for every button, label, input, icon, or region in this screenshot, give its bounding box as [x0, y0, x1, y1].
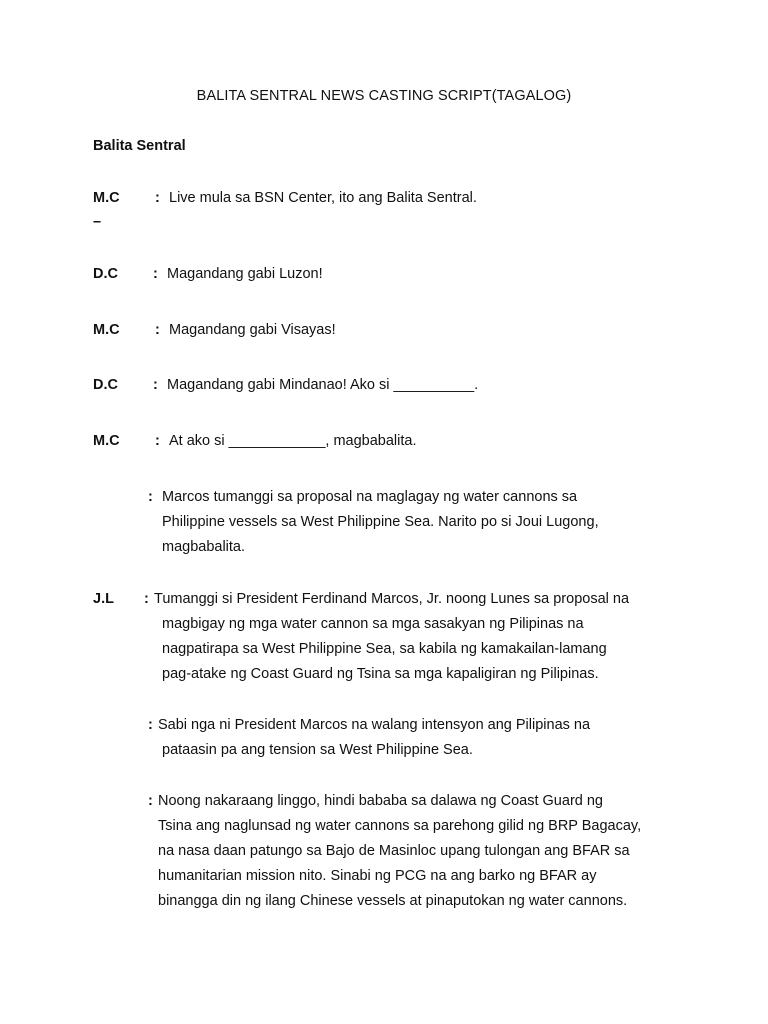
paragraph-line: pataasin pa ang tension sa West Philippine Sea. [162, 742, 473, 758]
colon: : [155, 433, 160, 449]
colon: : [148, 489, 153, 505]
paragraph-line: humanitarian mission nito. Sinabi ng PCG na ang barko ng BFAR ay [158, 868, 597, 884]
speaker-label: M.C [93, 433, 120, 449]
paragraph-line: Noong nakaraang linggo, hindi bababa sa dalawa ng Coast Guard ng [158, 793, 603, 809]
speaker-label: D.C [93, 266, 118, 282]
paragraph-line: Tsina ang naglunsad ng water cannons sa parehong gilid ng BRP Bagacay, [158, 818, 642, 834]
paragraph-line: magbabalita. [162, 539, 246, 555]
dialogue-text: At ako si ____________, magbabalita. [169, 433, 417, 449]
dialogue-text: Magandang gabi Luzon! [167, 266, 323, 282]
paragraph-line: binangga din ng ilang Chinese vessels at pinaputokan ng water cannons. [158, 893, 628, 909]
section-heading: Balita Sentral [93, 138, 186, 154]
dialogue-text: Live mula sa BSN Center, ito ang Balita Sentral. [169, 190, 477, 206]
colon: : [155, 322, 160, 338]
colon: : [144, 591, 149, 607]
dash-mark: – [93, 214, 102, 230]
dialogue-text: Magandang gabi Visayas! [169, 322, 336, 338]
speaker-label: J.L [93, 591, 114, 607]
colon: : [148, 793, 153, 809]
paragraph-line: Sabi nga ni President Marcos na walang intensyon ang Pilipinas na [158, 717, 591, 733]
paragraph-line: Marcos tumanggi sa proposal na maglagay ng water cannons sa [162, 489, 578, 505]
dialogue-text: Magandang gabi Mindanao! Ako si __________. [167, 377, 479, 393]
speaker-label: M.C [93, 322, 120, 338]
speaker-label: M.C [93, 190, 120, 206]
speaker-label: D.C [93, 377, 118, 393]
paragraph-line: Tumanggi si President Ferdinand Marcos, Jr. noong Lunes sa proposal na [154, 591, 630, 607]
colon: : [153, 377, 158, 393]
paragraph-line: nagpatirapa sa West Philippine Sea, sa kabila ng kamakailan-lamang [162, 641, 607, 657]
colon: : [153, 266, 158, 282]
paragraph-line: magbigay ng mga water cannon sa mga sasakyan ng Pilipinas na [162, 616, 584, 632]
colon: : [155, 190, 160, 206]
paragraph-line: Philippine vessels sa West Philippine Sea. Narito po si Joui Lugong, [162, 514, 599, 530]
paragraph-line: na nasa daan patungo sa Bajo de Masinloc upang tulongan ang BFAR sa [158, 843, 630, 859]
paragraph-line: pag-atake ng Coast Guard ng Tsina sa mga kapaligiran ng Pilipinas. [162, 666, 599, 682]
document-title: BALITA SENTRAL NEWS CASTING SCRIPT(TAGALOG) [196, 88, 572, 104]
colon: : [148, 717, 153, 733]
